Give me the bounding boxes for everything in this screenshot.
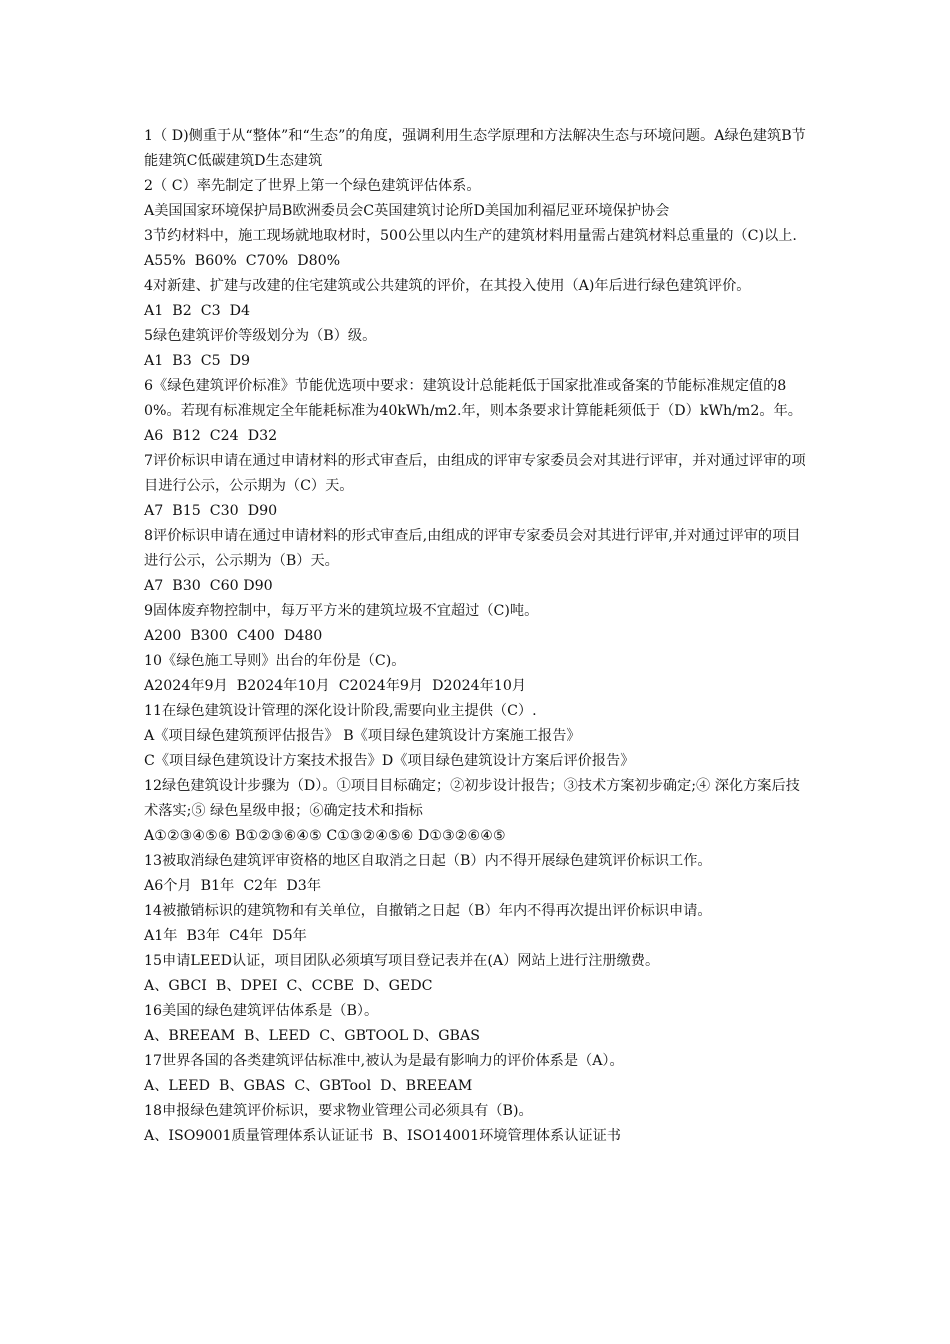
text-line: A2024年9月 B2024年10月 C2024年9月 D2024年10月 bbox=[144, 678, 527, 694]
text-line: 5绿色建筑评价等级划分为（B）级。 bbox=[144, 328, 377, 344]
text-line: 8评价标识申请在通过申请材料的形式审查后,由组成的评审专家委员会对其进行评审,并对通过评审的项目进行公示，公示期为（B）天。 bbox=[144, 528, 801, 569]
text-line: A①②③④⑤⑥ B①②③⑥④⑤ C①③②④⑤⑥ D①③②⑥④⑤ bbox=[144, 828, 506, 844]
text-line: A200 B300 C400 D480 bbox=[144, 628, 323, 644]
text-line: 12绿色建筑设计步骤为（D）。①项目目标确定；②初步设计报告；③技术方案初步确定;④ 深化方案后技术落实;⑤ 绿色星级申报；⑥确定技术和指标 bbox=[144, 778, 800, 819]
text-line: 4对新建、扩建与改建的住宅建筑或公共建筑的评价，在其投入使用（A)年后进行绿色建筑评价。 bbox=[144, 278, 751, 294]
text-line: 2（ C）率先制定了世界上第一个绿色建筑评估体系。 bbox=[144, 178, 481, 194]
text-line: A、BREEAM B、LEED C、GBTOOL D、GBAS bbox=[144, 1028, 480, 1044]
text-line: 17世界各国的各类建筑评估标准中,被认为是最有影响力的评价体系是（A）。 bbox=[144, 1053, 624, 1069]
text-line: 10《绿色施工导则》出台的年份是（C)。 bbox=[144, 653, 406, 669]
text-line: A、LEED B、GBAS C、GBTool D、BREEAM bbox=[144, 1078, 473, 1094]
text-line: 9固体废弃物控制中，每万平方米的建筑垃圾不宜超过（C)吨。 bbox=[144, 603, 539, 619]
text-line: A1年 B3年 C4年 D5年 bbox=[144, 928, 307, 944]
text-line: 7评价标识申请在通过申请材料的形式审查后，由组成的评审专家委员会对其进行评审，并对通过评审的项目进行公示，公示期为（C）天。 bbox=[144, 453, 806, 494]
text-line: 6《绿色建筑评价标准》节能优选项中要求：建筑设计总能耗低于国家批准或备案的节能标准规定值的80%。若现有标准规定全年能耗标准为40kWh/m2.年，则本条要求计算能耗须低于（D）kWh/m2。年。 bbox=[144, 378, 802, 419]
text-line: A7 B15 C30 D90 bbox=[144, 503, 278, 519]
text-line: 16美国的绿色建筑评估体系是（B）。 bbox=[144, 1003, 379, 1019]
text-line: A55% B60% C70% D80% bbox=[144, 253, 341, 269]
text-line: 18申报绿色建筑评价标识，要求物业管理公司必须具有（B)。 bbox=[144, 1103, 533, 1119]
document-page bbox=[144, 124, 808, 1149]
text-line: 11在绿色建筑设计管理的深化设计阶段,需要向业主提供（C）. bbox=[144, 703, 537, 719]
text-line: A1 B3 C5 D9 bbox=[144, 353, 251, 369]
text-line: 3节约材料中，施工现场就地取材时，500公里以内生产的建筑材料用量需占建筑材料总重量的（C)以上. bbox=[144, 228, 797, 244]
text-line: 14被撤销标识的建筑物和有关单位，自撤销之日起（B）年内不得再次提出评价标识申请。 bbox=[144, 903, 712, 919]
text-line: A6个月 B1年 C2年 D3年 bbox=[144, 878, 322, 894]
text-line: A、ISO9001质量管理体系认证证书 B、ISO14001环境管理体系认证证书 bbox=[144, 1128, 621, 1144]
text-line: A1 B2 C3 D4 bbox=[144, 303, 251, 319]
text-line: A、GBCI B、DPEI C、CCBE D、GEDC bbox=[144, 978, 433, 994]
text-line: A美国国家环境保护局B欧洲委员会C英国建筑讨论所D美国加利福尼亚环境保护协会 bbox=[144, 203, 670, 219]
text-line: 1（ D)侧重于从“整体”和“生态”的角度，强调利用生态学原理和方法解决生态与环境问题。A绿色建筑B节能建筑C低碳建筑D生态建筑 bbox=[144, 128, 806, 169]
text-line: A7 B30 C60 D90 bbox=[144, 578, 273, 594]
text-line: 15申请LEED认证，项目团队必须填写项目登记表并在(A）网站上进行注册缴费。 bbox=[144, 953, 660, 969]
text-line: A6 B12 C24 D32 bbox=[144, 428, 278, 444]
text-line: A《项目绿色建筑预评估报告》 B《项目绿色建筑设计方案施工报告》 bbox=[144, 728, 581, 744]
text-line: C《项目绿色建筑设计方案技术报告》D《项目绿色建筑设计方案后评价报告》 bbox=[144, 753, 635, 769]
text-line: 13被取消绿色建筑评审资格的地区自取消之日起（B）内不得开展绿色建筑评价标识工作。 bbox=[144, 853, 712, 869]
